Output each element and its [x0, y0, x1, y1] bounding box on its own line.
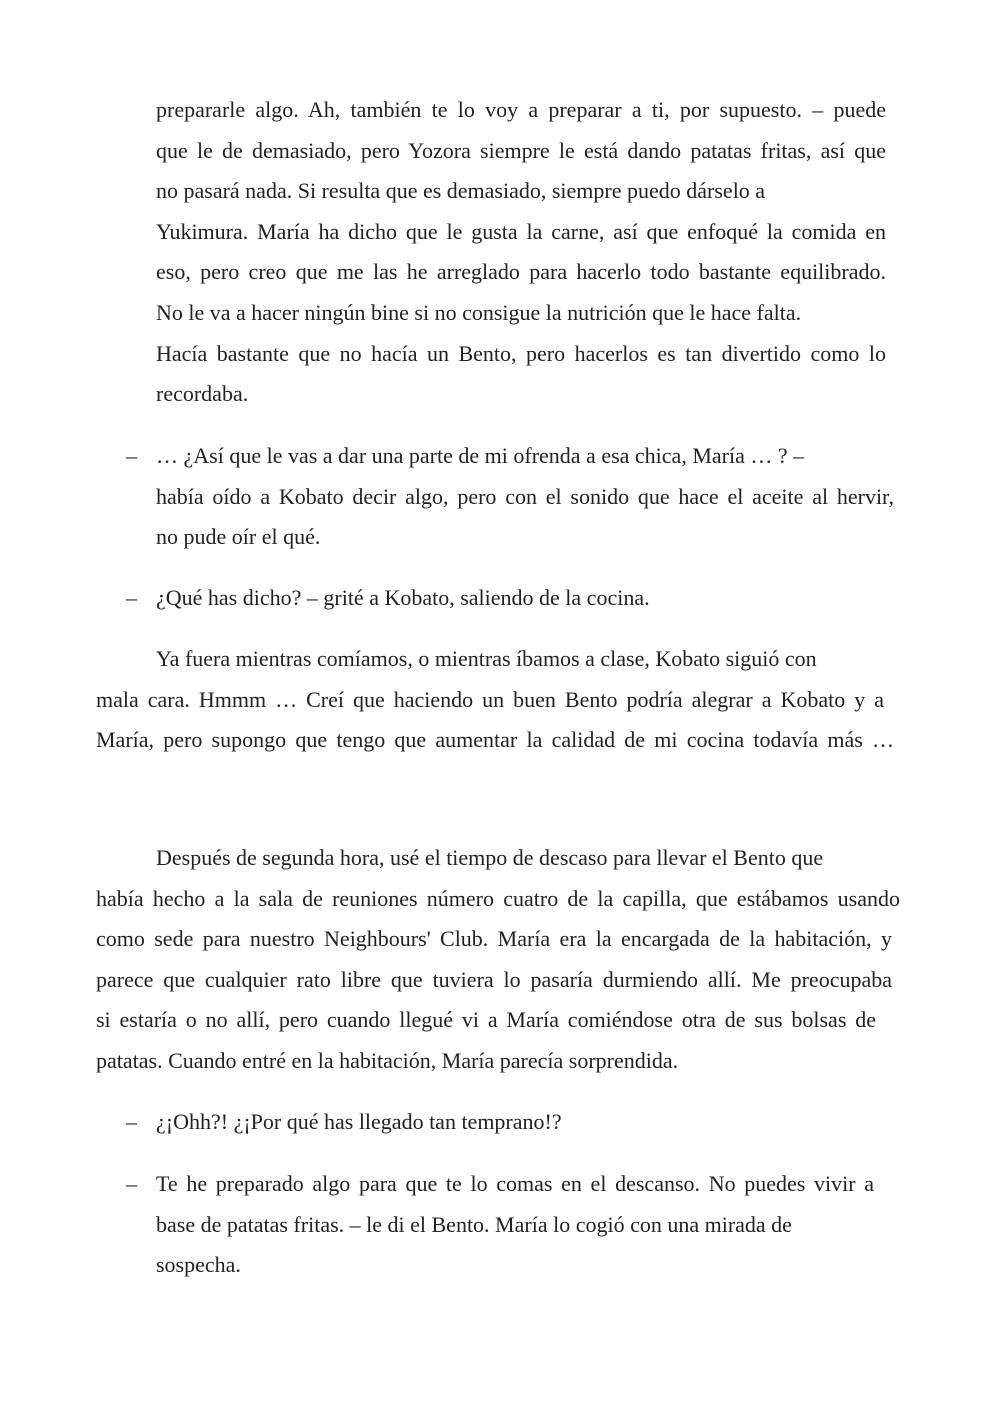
text-line: había oído a Kobato decir algo, pero con el sonido que hace el aceite al hervir, — [156, 483, 894, 509]
text-line: Hacía bastante que no hacía un Bento, pero hacerlos es tan divertido como lo — [156, 340, 886, 366]
text-line: patatas. Cuando entré en la habitación, María parecía sorprendida. — [96, 1047, 679, 1073]
text-line: Yukimura. María ha dicho que le gusta la carne, así que enfoqué la comida en — [156, 218, 886, 244]
text-line: no pasará nada. Si resulta que es demasiado, siempre puedo dárselo a — [156, 178, 766, 204]
text-line: Después de segunda hora, usé el tiempo de descaso para llevar el Bento que — [156, 845, 824, 870]
text-line: que le de demasiado, pero Yozora siempre le está dando patatas fritas, así que — [156, 137, 886, 163]
paragraph-1 — [156, 90, 886, 415]
text-line: María, pero supongo que tengo que aumentar la calidad de mi cocina todavía más … — [96, 727, 894, 753]
dialogue-3 — [156, 1102, 894, 1143]
text-line: eso, pero creo que me las he arreglado para hacerlo todo bastante equilibrado. — [156, 259, 886, 285]
text-line: parece que cualquier rato libre que tuviera lo pasaría durmiendo allí. Me preocupaba — [96, 966, 892, 992]
text-line: base de patatas fritas. – le di el Bento. María lo cogió con una mirada de — [156, 1211, 792, 1237]
text-line: si estaría o no allí, pero cuando llegué vi a María comiéndose otra de sus bolsas de — [96, 1007, 876, 1033]
dialogue-2 — [156, 578, 894, 619]
text-line: … ¿Así que le vas a dar una parte de mi ofrenda a esa chica, María … ? – — [156, 443, 805, 468]
dialogue-4 — [156, 1164, 874, 1286]
text-line: Ya fuera mientras comíamos, o mientras íbamos a clase, Kobato siguió con — [156, 646, 817, 671]
text-line: recordaba. — [156, 381, 249, 407]
text-line: prepararle algo. Ah, también te lo voy a preparar a ti, por supuesto. – puede — [156, 97, 886, 122]
paragraph-2 — [96, 639, 894, 761]
dialogue-1 — [156, 436, 894, 558]
text-line: sospecha. — [156, 1252, 241, 1278]
text-line: Te he preparado algo para que te lo comas en el descanso. No puedes vivir a — [156, 1171, 874, 1196]
text-line: mala cara. Hmmm … Creí que haciendo un buen Bento podría alegrar a Kobato y a — [96, 686, 884, 712]
text-line: ¿Qué has dicho? – grité a Kobato, saliendo de la cocina. — [156, 585, 650, 610]
text-line: había hecho a la sala de reuniones número cuatro de la capilla, que estábamos usando — [96, 885, 900, 911]
text-line: no pude oír el qué. — [156, 524, 321, 550]
text-line: No le va a hacer ningún bine si no consigue la nutrición que le hace falta. — [156, 299, 802, 325]
dialogue-dash: – — [126, 443, 137, 468]
paragraph-3 — [96, 838, 900, 1082]
dialogue-dash: – — [126, 585, 137, 610]
dialogue-dash: – — [126, 1171, 137, 1196]
text-line: ¿¡Ohh?! ¿¡Por qué has llegado tan temprano!? — [156, 1109, 562, 1134]
text-line: como sede para nuestro Neighbours' Club. María era la encargada de la habitación, y — [96, 926, 892, 952]
dialogue-dash: – — [126, 1109, 137, 1134]
